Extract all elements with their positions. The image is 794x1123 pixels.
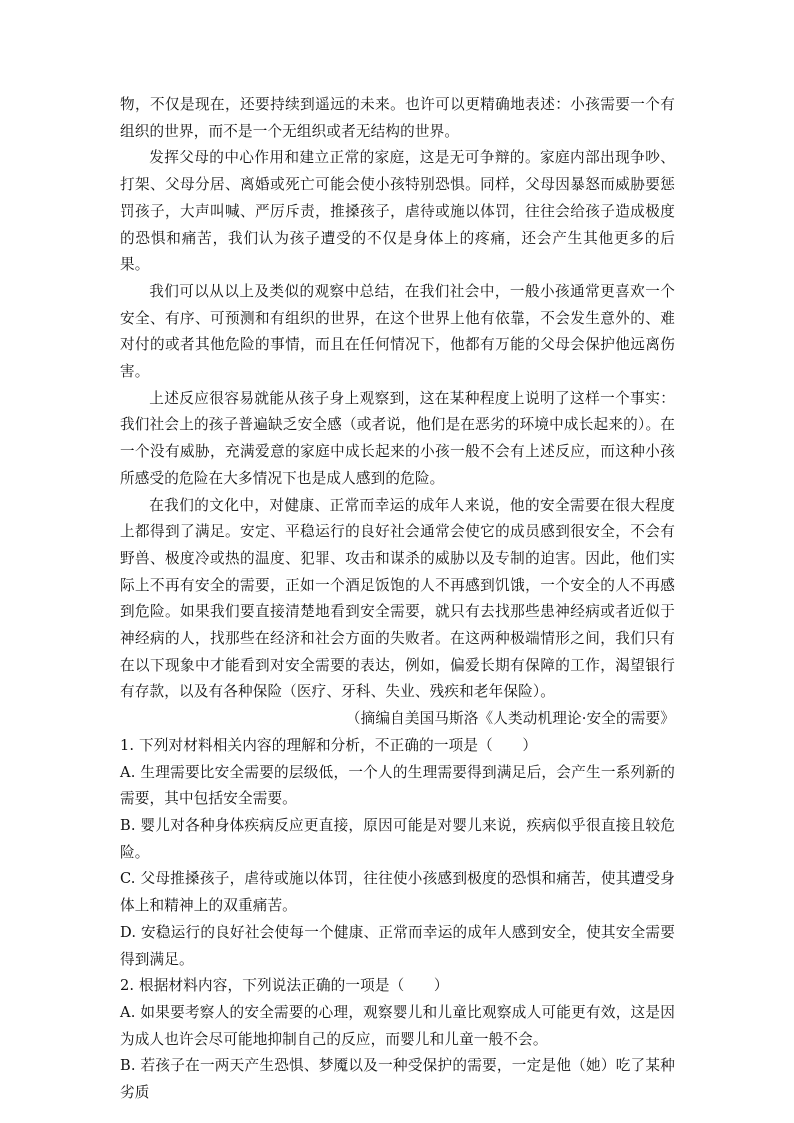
source-citation: （摘编自美国马斯洛《人类动机理论·安全的需要》 — [345, 710, 675, 728]
passage-paragraph: 我们可以从以上及类似的观察中总结，在我们社会中，一般小孩通常更喜欢一个安全、有序、可预测和有组织的世界，在这个世界上他有依靠，不会发生意外的、难对付的或者其他危险的事情，而且在任何情况下，他都有万能的父母会保护他远离伤害。 — [120, 282, 675, 381]
answer-option: D. 安稳运行的良好社会使每一个健康、正常而幸运的成年人感到安全，使其安全需要得到满足。 — [120, 923, 675, 968]
answer-option: C. 父母推搡孩子，虐待或施以体罚，往往使小孩感到极度的恐惧和痛苦，使其遭受身体上和精神上的双重痛苦。 — [120, 870, 675, 915]
question-stem: 2. 根据材料内容，下列说法正确的一项是（ ） — [120, 977, 449, 995]
passage-paragraph: 在我们的文化中，对健康、正常而幸运的成年人来说，他的安全需要在很大程度上都得到了满足。安定、平稳运行的良好社会通常会使它的成员感到很安全，不会有野兽、极度冷或热的温度、犯罪、攻击和谋杀的威胁以及专制的迫害。因此，他们实际上不再有安全的需要，正如一个酒足饭饱的人不再感到饥饿，一个安全的人不再感到危险。如果我们要直接清楚地看到安全需要，就只有去找那些患神经病或者近似于神经病的人，找那些在经济和社会方面的失败者。在这两种极端情形之间，我们只有在以下现象中才能看到对安全需要的表达，例如，偏爱长期有保障的工作，渴望银行有存款，以及有各种保险（医疗、牙科、失业、残疾和老年保险）。 — [120, 496, 675, 701]
passage-paragraph: 上述反应很容易就能从孩子身上观察到，这在某种程度上说明了这样一个事实：我们社会上的孩子普遍缺乏安全感（或者说，他们是在恶劣的环境中成长起来的）。在一个没有威胁，充满爱意的家庭中成长起来的小孩一般不会有上述反应，而这种小孩所感受的危险在大多情况下也是成人感到的危险。 — [120, 389, 675, 487]
answer-option: B. 若孩子在一两天产生恐惧、梦魇以及一种受保护的需要，一定是他（她）吃了某种劣质 — [120, 1057, 675, 1102]
answer-option: A. 如果要考察人的安全需要的心理，观察婴儿和儿童比观察成人可能更有效，这是因为成人也许会尽可能地抑制自己的反应，而婴儿和儿童一般不会。 — [120, 1003, 675, 1048]
passage-paragraph: 发挥父母的中心作用和建立正常的家庭，这是无可争辩的。家庭内部出现争吵、打架、父母分居、离婚或死亡可能会使小孩特别恐惧。同样，父母因暴怒而威胁要惩罚孩子，大声叫喊、严厉斥责，推搡孩子，虐待或施以体罚，往往会给孩子造成极度的恐惧和痛苦，我们认为孩子遭受的不仅是身体上的疼痛，还会产生其他更多的后果。 — [120, 149, 675, 274]
document-content — [120, 92, 675, 1107]
passage-paragraph: 物，不仅是现在，还要持续到遥远的未来。也许可以更精确地表述：小孩需要一个有组织的世界，而不是一个无组织或者无结构的世界。 — [120, 96, 675, 140]
answer-option: B. 婴儿对各种身体疾病反应更直接，原因可能是对婴儿来说，疾病似乎很直接且较危险。 — [120, 816, 675, 861]
question-stem: 1. 下列对材料相关内容的理解和分析，不正确的一项是（ ） — [120, 736, 538, 754]
answer-option: A. 生理需要比安全需要的层级低，一个人的生理需要得到满足后，会产生一系列新的需要，其中包括安全需要。 — [120, 763, 675, 808]
